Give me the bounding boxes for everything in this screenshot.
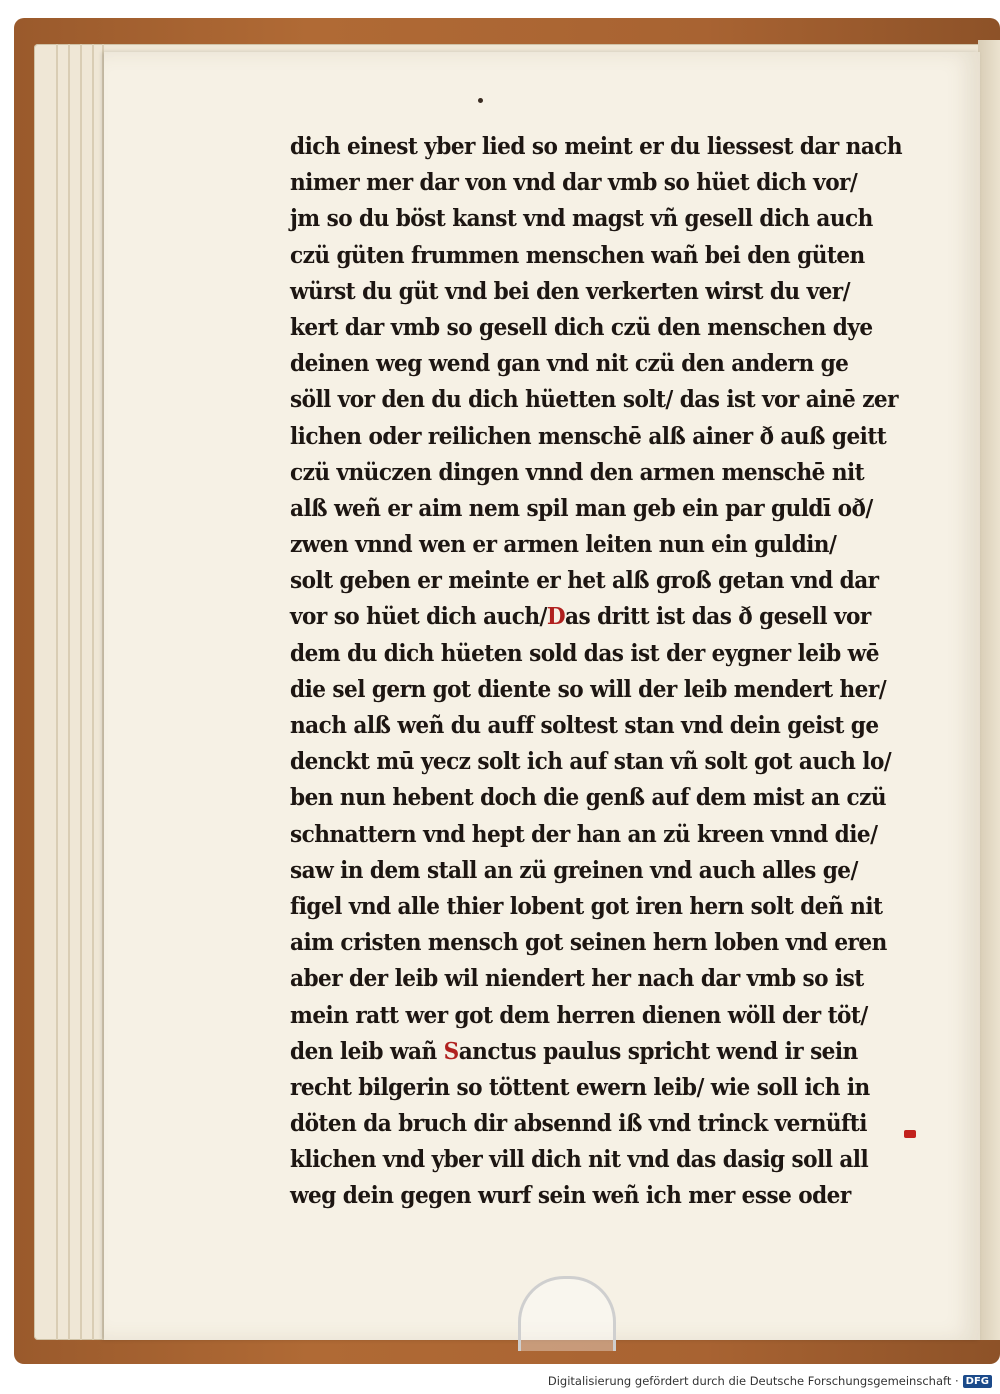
text-line: weg dein gegen wurf sein weñ ich mer esse oder xyxy=(290,1181,851,1210)
text-line-with-rubric xyxy=(290,1033,888,1069)
page-edge xyxy=(56,44,58,1340)
blackletter-text-block xyxy=(290,128,940,1214)
text-line: denckt mū yecz solt ich auf stan vñ solt got auch lo/ xyxy=(290,747,892,776)
text-line: jm so du böst kanst vnd magst vñ gesell dich auch xyxy=(290,204,873,233)
text-line: figel vnd alle thier lobent got iren hern solt deñ nit xyxy=(290,891,883,920)
text-line: lichen oder reilichen menschē alß ainer ð auß geitt xyxy=(290,421,887,450)
text-line: döten da bruch dir absennd iß vnd trinck vernüfti xyxy=(290,1109,867,1138)
digitization-credit xyxy=(548,1372,992,1390)
text-line: dich einest yber lied so meint er du liessest dar nach xyxy=(290,132,903,160)
rubric-initial-d: D xyxy=(546,602,566,631)
text-line: saw in dem stall an zü greinen vnd auch alles ge/ xyxy=(290,855,858,884)
text-line: die sel gern got diente so will der leib mendert her/ xyxy=(290,674,887,703)
text-line-with-rubric xyxy=(290,598,888,634)
text-segment: den leib wañ xyxy=(290,1036,444,1065)
text-line: schnattern vnd hept der han an zü kreen vnnd die/ xyxy=(290,819,878,848)
text-line: zwen vnnd wen er armen leiten nun ein guldin/ xyxy=(290,530,837,559)
page-edge xyxy=(68,44,70,1340)
text-line: kert dar vmb so gesell dich czü den menschen dye xyxy=(290,312,873,341)
text-line: mein ratt wer got dem herren dienen wöll der töt/ xyxy=(290,1000,868,1029)
text-line: solt geben er meinte er het alß groß getan vnd dar xyxy=(290,566,879,595)
ink-speck xyxy=(478,98,483,103)
page-edge xyxy=(92,44,94,1340)
text-line: aber der leib wil niendert her nach dar vmb so ist xyxy=(290,964,864,993)
text-line: klichen vnd yber vill dich nit vnd das dasig soll all xyxy=(290,1145,869,1174)
facing-page-edge xyxy=(978,40,1000,1340)
text-line: czü güten frummen menschen wañ bei den güten xyxy=(290,240,865,269)
text-line: nach alß weñ du auff soltest stan vnd dein geist ge xyxy=(290,711,879,739)
text-line: ben nun hebent doch die genß auf dem mist an czü xyxy=(290,783,887,812)
dfg-logo-icon: DFG xyxy=(963,1375,992,1388)
rubric-initial-s: S xyxy=(443,1036,459,1065)
text-segment: as dritt ist das ð gesell vor xyxy=(565,602,871,631)
credit-text: Digitalisierung gefördert durch die Deutsche Forschungsgemeinschaft · xyxy=(547,1374,959,1388)
text-line: recht bilgerin so töttent ewern leib/ wie soll ich in xyxy=(290,1072,870,1101)
page-edge xyxy=(80,44,82,1340)
text-line: dem du dich hüeten sold das ist der eygner leib wē xyxy=(290,638,879,667)
text-line: aim cristen mensch got seinen hern loben vnd eren xyxy=(290,928,887,957)
text-segment: anctus paulus spricht wend ir sein xyxy=(458,1036,858,1065)
text-line: czü vnüczen dingen vnnd den armen menschē nit xyxy=(290,457,865,486)
text-line: söll vor den du dich hüetten solt/ das ist vor ainē zer xyxy=(290,385,898,414)
text-line: nimer mer dar von vnd dar vmb so hüet dich vor/ xyxy=(290,168,858,197)
text-line: deinen weg wend gan vnd nit czü den andern ge xyxy=(290,349,849,378)
text-line: würst du güt vnd bei den verkerten wirst du ver/ xyxy=(290,276,850,305)
text-segment: vor so hüet dich auch/ xyxy=(290,602,547,631)
text-line: alß weñ er aim nem spil man geb ein par guldī oð/ xyxy=(290,493,873,522)
